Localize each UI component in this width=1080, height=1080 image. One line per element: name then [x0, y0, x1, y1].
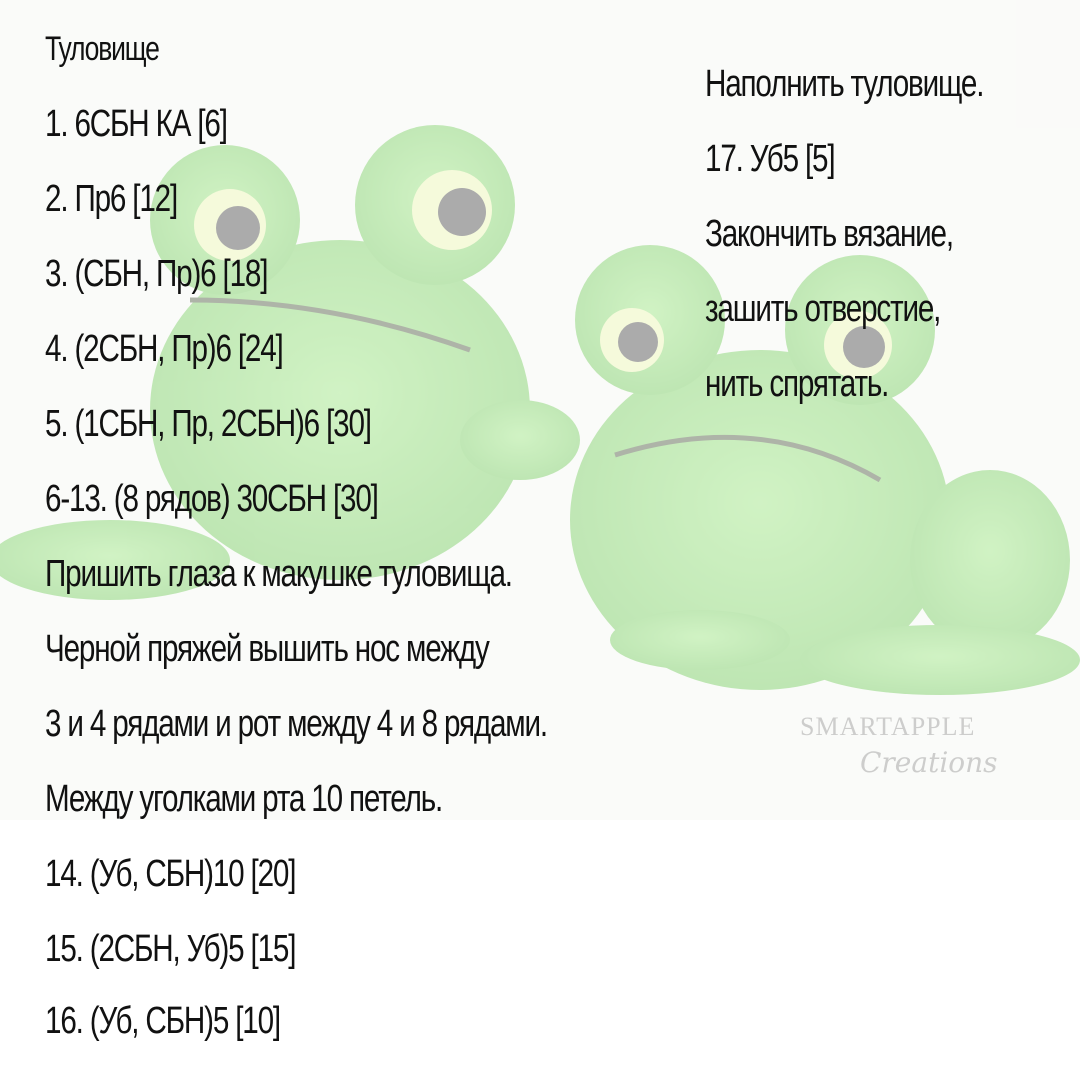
pattern-row: 1. 6СБН КА [6] — [45, 103, 227, 145]
pattern-row: 2. Пр6 [12] — [45, 178, 178, 220]
instruction-line: нить спрятать. — [705, 363, 889, 405]
instruction-line: Пришить глаза к макушке туловища. — [45, 553, 512, 595]
section-title: Туловище — [45, 30, 159, 68]
instruction-line: Черной пряжей вышить нос между — [45, 628, 489, 670]
watermark-sub: Creations — [860, 746, 998, 779]
pattern-row: 14. (Уб, СБН)10 [20] — [45, 853, 296, 895]
pattern-row: 3. (СБН, Пр)6 [18] — [45, 253, 268, 295]
pattern-row: 17. Уб5 [5] — [705, 138, 835, 180]
pattern-row: 5. (1СБН, Пр, 2СБН)6 [30] — [45, 403, 371, 445]
pattern-row: 6-13. (8 рядов) 30СБН [30] — [45, 478, 378, 520]
pattern-row: 4. (2СБН, Пр)6 [24] — [45, 328, 283, 370]
watermark — [800, 712, 1000, 792]
instruction-line: 3 и 4 рядами и рот между 4 и 8 рядами. — [45, 703, 547, 745]
instruction-line: Наполнить туловище. — [705, 63, 984, 105]
watermark-brand: SMARTAPPLE — [800, 712, 976, 741]
pattern-row: 16. (Уб, СБН)5 [10] — [45, 1000, 280, 1042]
pattern-row: 15. (2СБН, Уб)5 [15] — [45, 928, 296, 970]
instruction-line: Между уголками рта 10 петель. — [45, 778, 443, 820]
instruction-line: зашить отверстие, — [705, 288, 941, 330]
instruction-line: Закончить вязание, — [705, 213, 953, 255]
